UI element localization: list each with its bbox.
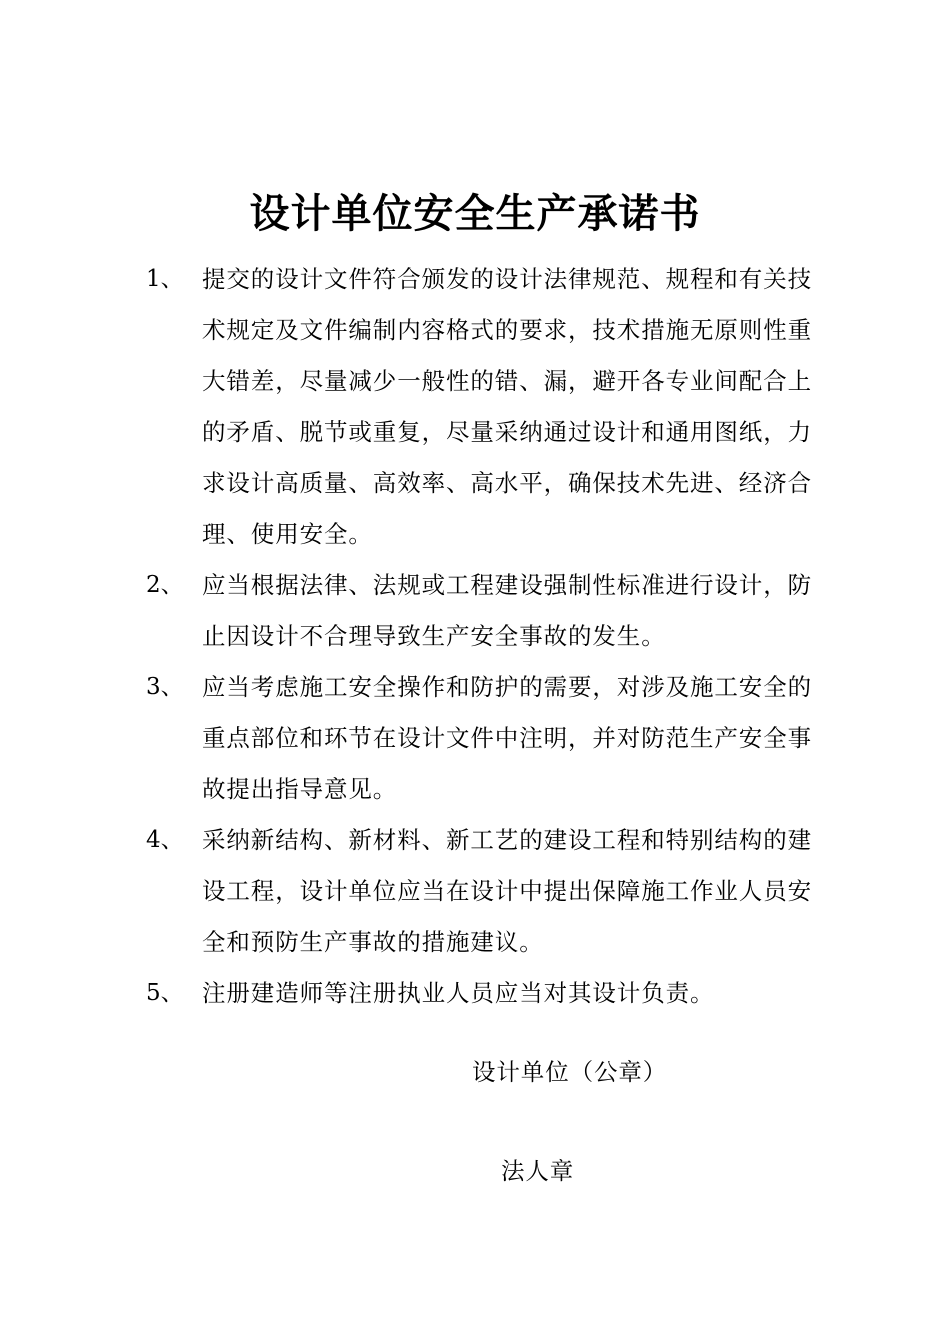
- item-text: 注册建造师等注册执业人员应当对其设计负责。: [202, 979, 715, 1007]
- list-item: [146, 968, 836, 1019]
- item-number: 5、: [146, 980, 184, 1006]
- signature-unit-label: 设计单位（公章）: [472, 1058, 668, 1086]
- list-item: [146, 815, 836, 968]
- item-number: 4、: [146, 827, 184, 853]
- item-text: 提交的设计文件符合颁发的设计法律规范、规程和有关技术规定及文件编制内容格式的要求，技术措施无原则性重大错差，尽量减少一般性的错、漏，避开各专业间配合上的矛盾、脱节或重复，尽量采纳通过设计和通用图纸，力求设计高质量、高效率、高水平，确保技术先进、经济合理、使用安全。: [202, 265, 812, 548]
- document-title: 设计单位安全生产承诺书: [249, 191, 701, 237]
- item-number: 2、: [146, 572, 184, 598]
- item-text: 采纳新结构、新材料、新工艺的建设工程和特别结构的建设工程，设计单位应当在设计中提出保障施工作业人员安全和预防生产事故的措施建议。: [202, 826, 812, 956]
- item-number: 1、: [146, 266, 184, 292]
- list-item: [146, 662, 836, 815]
- item-text: 应当根据法律、法规或工程建设强制性标准进行设计，防止因设计不合理导致生产安全事故的发生。: [202, 571, 812, 650]
- list-item: [146, 254, 836, 560]
- item-number: 3、: [146, 674, 184, 700]
- list-item: [146, 560, 836, 662]
- item-text: 应当考虑施工安全操作和防护的需要，对涉及施工安全的重点部位和环节在设计文件中注明，并对防范生产安全事故提出指导意见。: [202, 673, 812, 803]
- commitment-list: [146, 254, 836, 1019]
- signature-seal-label: 法人章: [501, 1157, 575, 1185]
